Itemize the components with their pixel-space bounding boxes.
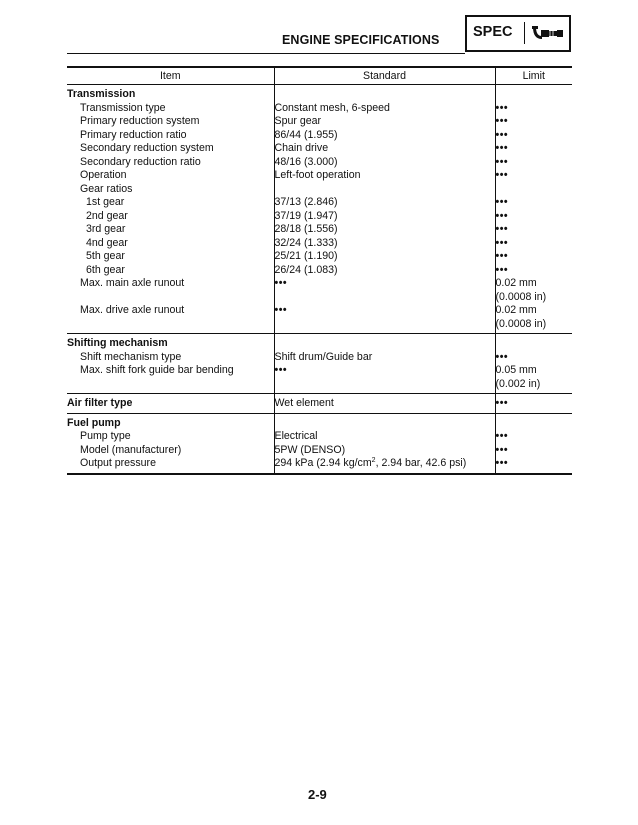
page-title: ENGINE SPECIFICATIONS xyxy=(282,33,440,47)
item-cell: Secondary reduction ratio xyxy=(80,155,201,168)
item-cell: Shift mechanism type xyxy=(80,350,182,363)
section-title: Air filter type xyxy=(67,397,133,409)
item-cell: Secondary reduction system xyxy=(80,142,214,154)
section-fuel-pump xyxy=(67,413,572,474)
limit-cell: ••• xyxy=(495,169,572,183)
item-cell: Max. drive axle runout xyxy=(80,304,185,316)
standard-cell: 25/21 (1.190) xyxy=(274,250,495,264)
section-title: Shifting mechanism xyxy=(67,337,168,349)
item-cell: 2nd gear xyxy=(86,209,128,222)
standard-cell: Chain drive xyxy=(274,142,495,156)
col-header-item: Item xyxy=(67,67,274,85)
section-title: Transmission xyxy=(67,88,136,100)
limit-value-imperial: (0.0008 in) xyxy=(495,290,547,303)
limit-cell: ••• xyxy=(495,237,572,251)
standard-cell: 28/18 (1.556) xyxy=(274,223,495,237)
col-header-standard: Standard xyxy=(274,67,495,85)
item-cell: Max. shift fork guide bar bending xyxy=(80,364,234,376)
limit-cell: ••• xyxy=(495,264,572,278)
page-number: 2-9 xyxy=(308,787,327,802)
standard-cell: Constant mesh, 6-speed xyxy=(274,102,495,116)
limit-cell: ••• xyxy=(495,115,572,129)
item-cell: 1st gear xyxy=(86,196,125,208)
limit-cell: ••• xyxy=(495,394,572,414)
superscript: 2 xyxy=(371,457,376,464)
table-header-row xyxy=(67,67,572,85)
limit-cell: ••• xyxy=(495,210,572,224)
limit-cell: ••• xyxy=(495,196,572,210)
item-cell: Output pressure xyxy=(80,457,156,469)
section-title-row xyxy=(67,334,572,351)
table-row xyxy=(67,430,572,444)
table-row xyxy=(67,156,572,170)
limit-cell: ••• xyxy=(495,223,572,237)
table-row xyxy=(67,223,572,237)
standard-cell: 37/13 (2.846) xyxy=(274,196,495,210)
table-row xyxy=(67,264,572,278)
limit-value: 0.02 mm xyxy=(495,277,537,289)
micrometer-icon xyxy=(530,23,564,43)
standard-cell: 86/44 (1.955) xyxy=(274,129,495,143)
col-header-limit: Limit xyxy=(495,67,572,85)
limit-cell: ••• xyxy=(495,444,572,458)
item-cell: Max. main axle runout xyxy=(80,277,185,289)
limit-cell: ••• xyxy=(495,430,572,444)
standard-text: , 2.94 bar, 42.6 psi) xyxy=(375,457,467,469)
table-row xyxy=(67,183,572,197)
item-cell: Operation xyxy=(80,169,127,181)
table-row xyxy=(67,169,572,183)
standard-cell: 26/24 (1.083) xyxy=(274,264,495,278)
header-rule xyxy=(67,53,465,54)
item-cell: 3rd gear xyxy=(86,223,126,235)
section-title-row xyxy=(67,413,572,430)
table-row xyxy=(67,364,572,394)
standard-cell: Spur gear xyxy=(274,115,495,129)
limit-value-imperial: (0.002 in) xyxy=(495,377,541,390)
item-cell: Primary reduction ratio xyxy=(80,128,187,141)
limit-cell: ••• xyxy=(495,142,572,156)
limit-cell: ••• xyxy=(495,129,572,143)
limit-cell xyxy=(495,277,572,304)
spec-badge xyxy=(465,15,571,52)
standard-cell: ••• xyxy=(274,304,495,334)
standard-cell: 32/24 (1.333) xyxy=(274,237,495,251)
limit-value: 0.05 mm xyxy=(495,364,537,376)
limit-value: 0.02 mm xyxy=(495,304,537,316)
table-row xyxy=(67,210,572,224)
item-cell: Pump type xyxy=(80,430,131,442)
table-row xyxy=(67,115,572,129)
standard-cell: ••• xyxy=(274,277,495,304)
item-cell: 4nd gear xyxy=(86,236,128,249)
table-row xyxy=(67,304,572,334)
standard-text: 294 kPa (2.94 kg/cm xyxy=(274,457,372,469)
standard-cell: Shift drum/Guide bar xyxy=(274,351,495,365)
table-row xyxy=(67,444,572,458)
table-row xyxy=(67,394,572,414)
section-air-filter xyxy=(67,394,572,414)
standard-cell: Wet element xyxy=(274,394,495,414)
limit-value-imperial: (0.0008 in) xyxy=(495,317,547,330)
section-shifting xyxy=(67,334,572,394)
standard-cell: 5PW (DENSO) xyxy=(274,444,495,458)
table-row xyxy=(67,457,572,474)
limit-cell: ••• xyxy=(495,250,572,264)
spec-badge-label: SPEC xyxy=(473,24,513,40)
table-row xyxy=(67,129,572,143)
standard-cell: Electrical xyxy=(274,430,495,444)
standard-cell: Left-foot operation xyxy=(274,169,495,183)
item-cell: 5th gear xyxy=(86,250,125,262)
limit-cell: ••• xyxy=(495,156,572,170)
item-cell: Gear ratios xyxy=(80,182,133,195)
limit-cell: ••• xyxy=(495,457,572,474)
limit-cell: ••• xyxy=(495,102,572,116)
table-row xyxy=(67,277,572,304)
section-title: Fuel pump xyxy=(67,416,121,429)
section-title-row xyxy=(67,85,572,102)
section-transmission xyxy=(67,85,572,334)
item-cell: Primary reduction system xyxy=(80,115,200,127)
table-row xyxy=(67,351,572,365)
table-row xyxy=(67,142,572,156)
item-cell: Model (manufacturer) xyxy=(80,443,182,456)
table-row xyxy=(67,237,572,251)
standard-cell: ••• xyxy=(274,364,495,394)
limit-cell: ••• xyxy=(495,351,572,365)
standard-cell: 37/19 (1.947) xyxy=(274,210,495,224)
standard-cell: 48/16 (3.000) xyxy=(274,156,495,170)
engine-spec-table xyxy=(67,66,572,475)
table-row xyxy=(67,102,572,116)
spec-badge-divider xyxy=(524,22,525,44)
standard-cell xyxy=(274,457,495,474)
limit-cell xyxy=(495,364,572,394)
table-row xyxy=(67,250,572,264)
item-cell: 6th gear xyxy=(86,263,125,276)
table-row xyxy=(67,196,572,210)
item-cell: Transmission type xyxy=(80,101,166,114)
limit-cell xyxy=(495,304,572,334)
